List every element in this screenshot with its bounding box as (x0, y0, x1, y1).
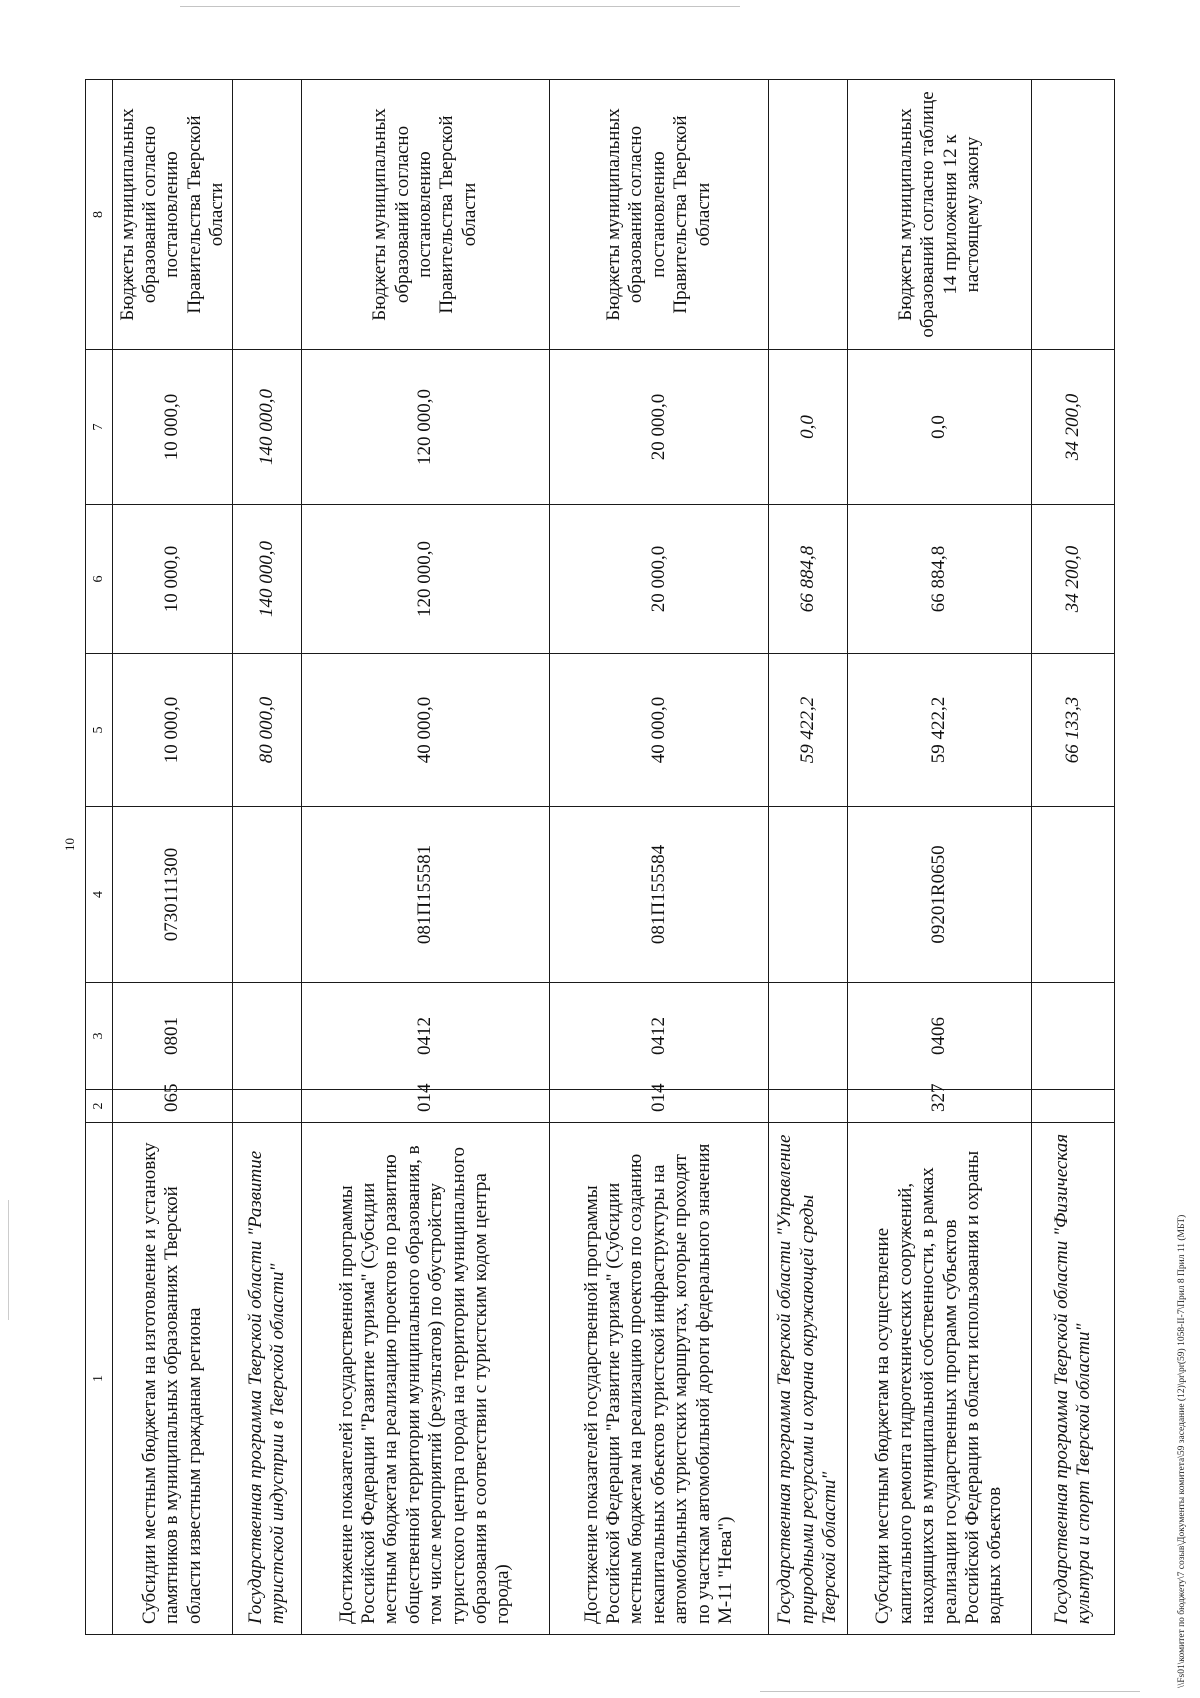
row-recipient: Бюджеты муниципальных образований согласно постановлению Правительства Тверской области (549, 80, 769, 350)
row-target-code (233, 807, 302, 983)
row-name: Субсидии местным бюджетам на изготовление и установку памятников в муниципальных образованиях Тверской области известным гражданам региона (113, 1123, 233, 1635)
row-section-code: 0412 (301, 983, 549, 1090)
row-target-code (769, 807, 848, 983)
row-value-col6: 10 000,0 (113, 505, 233, 654)
page-number: 10 (62, 838, 77, 851)
row-name: Субсидии местным бюджетам на осуществление капитального ремонта гидротехнических сооружений, находящихся в муниципальной собственности, в рамках реализации государственных программ субъектов Российской Федерации в области использования и охраны водных объектов (847, 1123, 1031, 1635)
column-number-row (86, 80, 113, 1635)
row-section-code: 0406 (847, 983, 1031, 1090)
row-section-code: 0801 (113, 983, 233, 1090)
rotated-table-container (85, 80, 1115, 1635)
row-value-col5: 80 000,0 (233, 654, 302, 807)
table-row (769, 80, 848, 1635)
column-number: 7 (86, 350, 113, 505)
row-section-code (233, 983, 302, 1090)
column-number: 4 (86, 807, 113, 983)
row-name: Достижение показателей государственной программы Российской Федерации "Развитие туризма" (Субсидии местным бюджетам на реализацию проектов по созданию некапитальных объектов туристской инфраструктуры на автомобильных туристских маршрутах, которые проходят по участкам автомобильной дороги федерального значения М-11 "Нева") (549, 1123, 769, 1635)
row-value-col7: 0,0 (847, 350, 1031, 505)
scan-mark (760, 1691, 1140, 1692)
row-value-col6: 120 000,0 (301, 505, 549, 654)
row-value-col7: 34 200,0 (1032, 350, 1115, 505)
table-row (847, 80, 1031, 1635)
row-value-col5: 10 000,0 (113, 654, 233, 807)
budget-table (85, 79, 1115, 1635)
row-value-col6: 34 200,0 (1032, 505, 1115, 654)
row-recipient (233, 80, 302, 350)
column-number: 6 (86, 505, 113, 654)
row-name: Государственная программа Тверской области "Развитие туристской индустрии в Тверской области" (233, 1123, 302, 1635)
column-number: 2 (86, 1090, 113, 1123)
row-admin-code (769, 1090, 848, 1123)
column-number: 3 (86, 983, 113, 1090)
row-value-col6: 140 000,0 (233, 505, 302, 654)
row-admin-code: 327 (847, 1090, 1031, 1123)
row-target-code: 0730111300 (113, 807, 233, 983)
row-value-col6: 66 884,8 (769, 505, 848, 654)
table-row (549, 80, 769, 1635)
row-recipient: Бюджеты муниципальных образований согласно таблице 14 приложения 12 к настоящему закону (847, 80, 1031, 350)
table-row (233, 80, 302, 1635)
row-section-code (769, 983, 848, 1090)
row-section-code: 0412 (549, 983, 769, 1090)
row-section-code (1032, 983, 1115, 1090)
row-admin-code (1032, 1090, 1115, 1123)
scan-mark (180, 6, 740, 7)
row-admin-code: 065 (113, 1090, 233, 1123)
row-value-col5: 40 000,0 (301, 654, 549, 807)
row-value-col7: 140 000,0 (233, 350, 302, 505)
row-name: Государственная программа Тверской области "Управление природными ресурсами и охрана окружающей среды Тверской области" (769, 1123, 848, 1635)
table-row (301, 80, 549, 1635)
row-recipient (769, 80, 848, 350)
row-value-col5: 40 000,0 (549, 654, 769, 807)
table-row (113, 80, 233, 1635)
row-recipient: Бюджеты муниципальных образований согласно постановлению Правительства Тверской области (113, 80, 233, 350)
row-value-col7: 120 000,0 (301, 350, 549, 505)
row-value-col5: 59 422,2 (769, 654, 848, 807)
column-number: 8 (86, 80, 113, 350)
row-recipient: Бюджеты муниципальных образований согласно постановлению Правительства Тверской области (301, 80, 549, 350)
row-value-col6: 66 884,8 (847, 505, 1031, 654)
row-target-code: 081П155584 (549, 807, 769, 983)
column-number: 5 (86, 654, 113, 807)
row-target-code: 09201R0650 (847, 807, 1031, 983)
row-admin-code: 014 (301, 1090, 549, 1123)
row-value-col5: 59 422,2 (847, 654, 1031, 807)
scan-mark (8, 1200, 9, 1320)
row-target-code: 081П155581 (301, 807, 549, 983)
row-value-col5: 66 133,3 (1032, 654, 1115, 807)
row-target-code (1032, 807, 1115, 983)
row-value-col7: 0,0 (769, 350, 848, 505)
row-admin-code (233, 1090, 302, 1123)
row-name: Достижение показателей государственной программы Российской Федерации "Развитие туризма" (Субсидии местным бюджетам на реализацию проектов по развитию общественной территории муниципального образования, в том числе мероприятий (результатов) по обустройству туристского центра города на территории муниципального образования в соответствии с туристским кодом центра города) (301, 1123, 549, 1635)
row-recipient (1032, 80, 1115, 350)
row-value-col7: 10 000,0 (113, 350, 233, 505)
row-value-col6: 20 000,0 (549, 505, 769, 654)
row-admin-code: 014 (549, 1090, 769, 1123)
table-row (1032, 80, 1115, 1635)
column-number: 1 (86, 1123, 113, 1635)
row-value-col7: 20 000,0 (549, 350, 769, 505)
footer-file-path: \\Fs01\комитет по бюджету\7 созыв\Документы комитета\59 заседание (12)\pr\pr(59) 1058-II-7\Прил 8 Прил 11 (МБТ) (1177, 1214, 1187, 1688)
row-name: Государственная программа Тверской области "Физическая культура и спорт Тверской области" (1032, 1123, 1115, 1635)
